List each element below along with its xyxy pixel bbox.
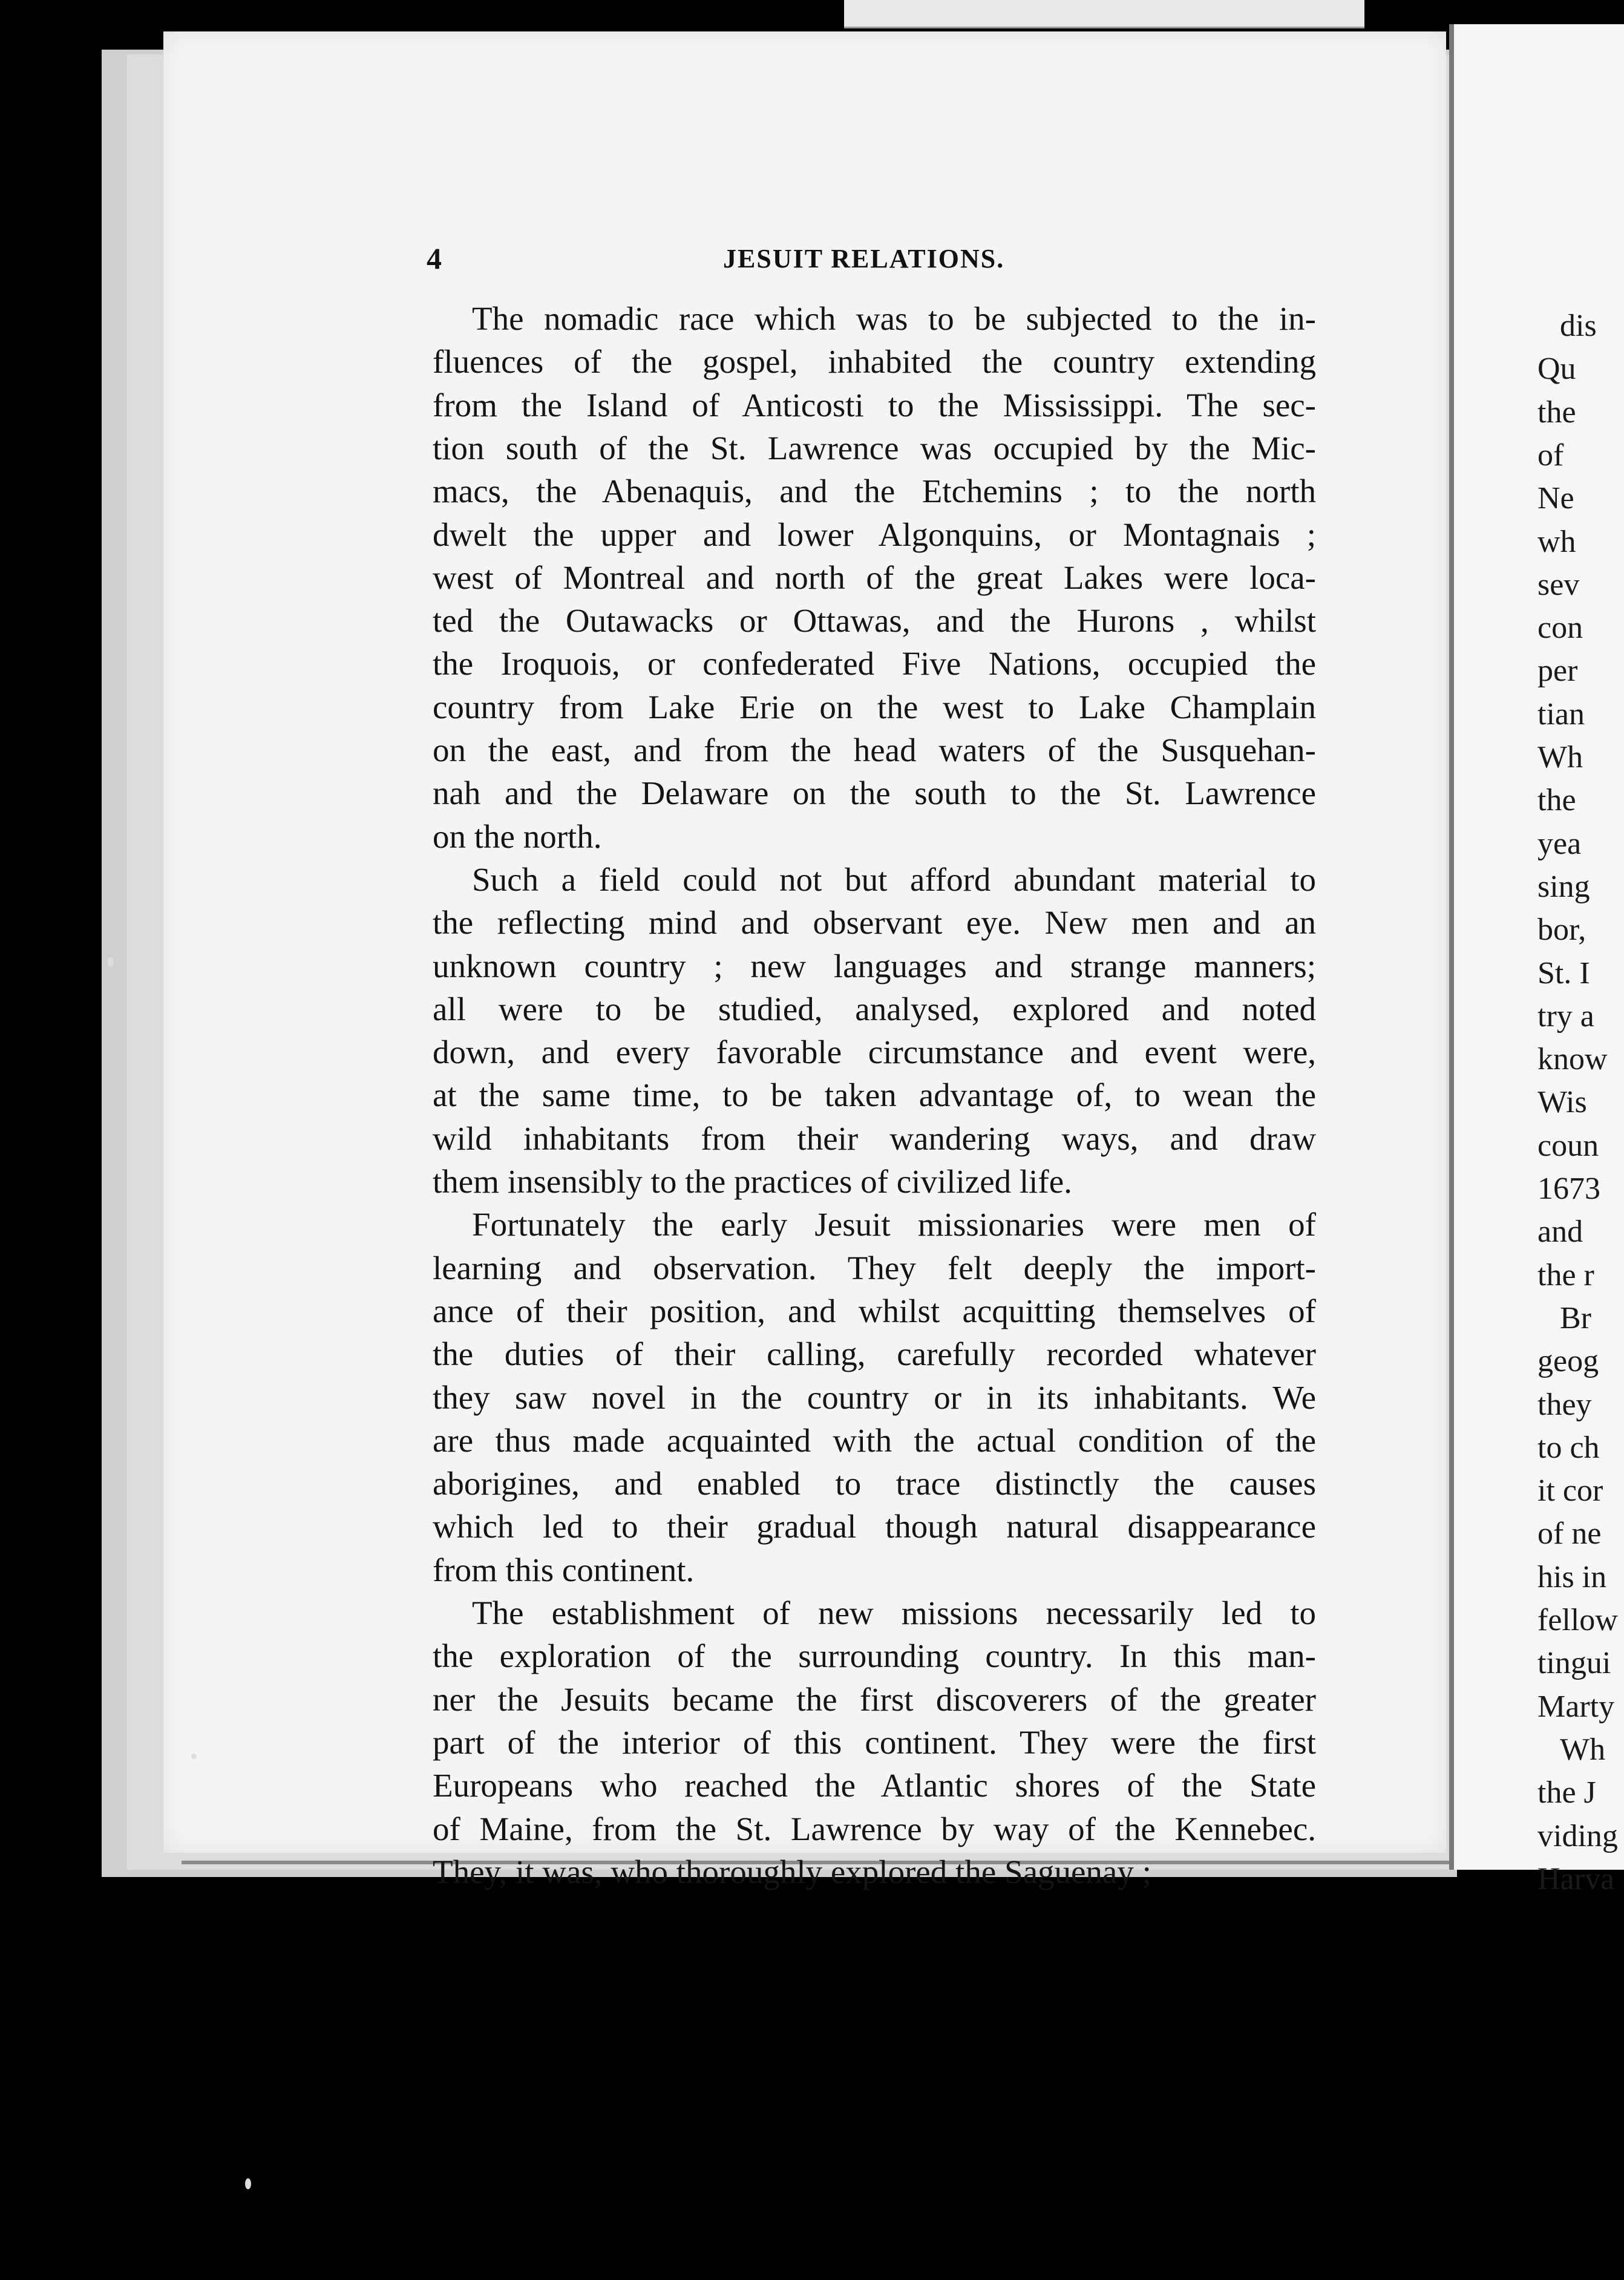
text-line: west of Montreal and north of the great Lakes were loca-: [433, 559, 1316, 596]
text-line: the Iroquois, or confederated Five Nations, occupied the: [433, 645, 1316, 682]
facing-text-fragment: tingui: [1537, 1646, 1611, 1680]
facing-text-fragment: sev: [1537, 568, 1580, 602]
text-line: ted the Outawacks or Ottawas, and the Hurons , whilst: [433, 602, 1316, 639]
text-line: they saw novel in the country or in its inhabitants. We: [433, 1379, 1316, 1416]
text-line: at the same time, to be taken advantage of, to wean the: [433, 1076, 1316, 1113]
facing-text-fragment: tian: [1537, 697, 1585, 732]
scan-speck: [108, 957, 114, 967]
text-line: wild inhabitants from their wandering ways, and draw: [433, 1120, 1316, 1157]
scan-speck: [245, 2178, 251, 2189]
text-line: all were to be studied, analysed, explored and noted: [433, 991, 1316, 1027]
text-line: Such a field could not but afford abundant material to: [472, 861, 1316, 898]
facing-text-fragment: the J: [1537, 1775, 1596, 1810]
facing-text-fragment: Wh: [1560, 1732, 1606, 1767]
facing-text-fragment: Br: [1560, 1301, 1591, 1335]
text-line: the duties of their calling, carefully recorded whatever: [433, 1335, 1316, 1372]
text-line: Fortunately the early Jesuit missionaries were men of: [472, 1206, 1316, 1243]
facing-text-fragment: coun: [1537, 1129, 1599, 1163]
facing-text-fragment: bor,: [1537, 912, 1586, 947]
text-line: the exploration of the surrounding country. In this man-: [433, 1637, 1316, 1674]
text-line: The nomadic race which was to be subjected to the in-: [472, 300, 1316, 337]
text-line: the reflecting mind and observant eye. New men and an: [433, 904, 1316, 941]
facing-text-fragment: dis: [1560, 309, 1597, 343]
text-line: ance of their position, and whilst acquitting themselves of: [433, 1292, 1316, 1329]
facing-text-fragment: they: [1537, 1387, 1592, 1422]
facing-text-fragment: the: [1537, 783, 1576, 817]
text-line: down, and every favorable circumstance and event were,: [433, 1034, 1316, 1070]
facing-text-fragment: Qu: [1537, 352, 1576, 386]
text-line: ner the Jesuits became the first discoverers of the greater: [433, 1681, 1316, 1718]
text-line: part of the interior of this continent. They were the first: [433, 1724, 1316, 1761]
text-line: from this continent.: [433, 1551, 695, 1588]
facing-text-fragment: of: [1537, 438, 1564, 473]
facing-text-fragment: try a: [1537, 999, 1594, 1034]
facing-text-fragment: and: [1537, 1214, 1583, 1249]
paper-scrap: [844, 0, 1364, 28]
facing-text-fragment: 1673: [1537, 1171, 1600, 1206]
text-line: on the east, and from the head waters of the Susquehan-: [433, 732, 1316, 768]
facing-page: [1449, 24, 1624, 1896]
facing-text-fragment: fellow: [1537, 1603, 1618, 1637]
facing-text-fragment: con: [1537, 611, 1583, 645]
text-line: learning and observation. They felt deeply the import-: [433, 1250, 1316, 1286]
text-line: Europeans who reached the Atlantic shores of the State: [433, 1767, 1316, 1804]
text-line: on the north.: [433, 818, 602, 855]
text-line: them insensibly to the practices of civilized life.: [433, 1163, 1072, 1200]
facing-text-fragment: the r: [1537, 1258, 1594, 1292]
text-line: unknown country ; new languages and strange manners;: [433, 948, 1316, 984]
facing-text-fragment: geog: [1537, 1344, 1599, 1378]
text-line: macs, the Abenaquis, and the Etchemins ; to the north: [433, 473, 1316, 509]
facing-text-fragment: Wh: [1537, 740, 1583, 775]
facing-text-fragment: yea: [1537, 827, 1582, 861]
text-line: are thus made acquainted with the actual condition of the: [433, 1422, 1316, 1459]
facing-text-fragment: wh: [1537, 525, 1576, 559]
facing-text-fragment: sing: [1537, 870, 1590, 904]
running-head: JESUIT RELATIONS.: [723, 244, 1005, 274]
text-line: aborigines, and enabled to trace distinctly the causes: [433, 1465, 1316, 1502]
facing-text-fragment: per: [1537, 654, 1578, 688]
text-line: of Maine, from the St. Lawrence by way of the Kennebec.: [433, 1810, 1316, 1847]
text-line: nah and the Delaware on the south to the St. Lawrence: [433, 775, 1316, 811]
facing-text-fragment: to ch: [1537, 1430, 1600, 1465]
facing-text-fragment: Ne: [1537, 481, 1574, 516]
facing-text-fragment: Marty: [1537, 1689, 1615, 1724]
facing-text-fragment: of ne: [1537, 1516, 1602, 1551]
text-line: The establishment of new missions necessarily led to: [472, 1594, 1316, 1631]
facing-text-fragment: St. I: [1537, 956, 1590, 991]
facing-text-fragment: know: [1537, 1042, 1608, 1076]
text-line: fluences of the gospel, inhabited the country extending: [433, 343, 1316, 380]
text-line: tion south of the St. Lawrence was occupied by the Mic-: [433, 430, 1316, 467]
page-number: 4: [427, 241, 442, 275]
facing-text-fragment: his in: [1537, 1560, 1607, 1594]
text-line: They, it was, who thoroughly explored the Saguenay ;: [433, 1853, 1151, 1890]
facing-text-fragment: Harva: [1537, 1862, 1615, 1896]
facing-text-fragment: viding: [1537, 1819, 1618, 1853]
text-line: dwelt the upper and lower Algonquins, or Montagnais ;: [433, 516, 1316, 553]
facing-text-fragment: Wis: [1537, 1085, 1587, 1119]
facing-text-fragment: the: [1537, 395, 1576, 430]
text-line: from the Island of Anticosti to the Mississippi. The sec-: [433, 387, 1316, 424]
text-line: which led to their gradual though natural disappearance: [433, 1508, 1316, 1545]
text-line: country from Lake Erie on the west to Lake Champlain: [433, 689, 1316, 726]
scan-speck: [191, 1754, 197, 1759]
facing-text-fragment: it cor: [1537, 1473, 1603, 1508]
